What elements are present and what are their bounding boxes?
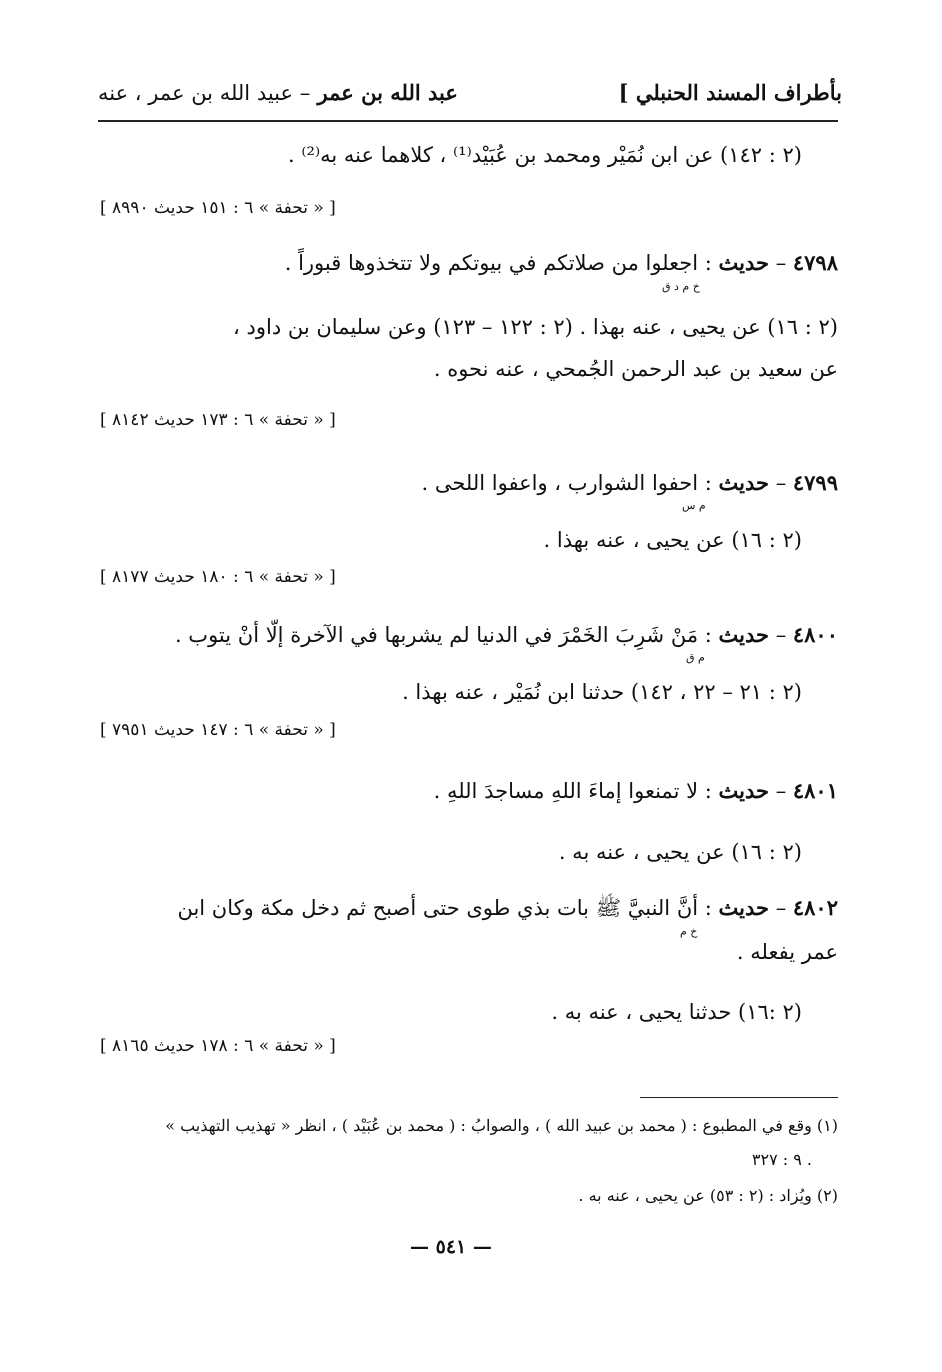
hadith-4799-heading — [422, 470, 839, 495]
hadith-label: حديث — [718, 250, 769, 275]
hadith-sigla: م س — [682, 499, 706, 512]
footnote-1-continuation: ٩ : ٣٢٧ . — [751, 1150, 812, 1169]
chain-line: (٢ : ١٦) عن يحيى ، عنه بهذا . — [543, 528, 802, 552]
tuhfa-reference: [ « تحفة » ٦ : ١٧٣ حديث ٨١٤٢ ] — [100, 410, 336, 430]
footnote-rule — [640, 1097, 838, 1098]
hadith-4798-heading — [285, 250, 838, 275]
hadith-4802-heading — [177, 895, 838, 926]
page-number: — ٥٤١ — — [410, 1236, 492, 1258]
chain-line: عن سعيد بن عبد الرحمن الجُمحي ، عنه نحوه . — [433, 357, 838, 381]
hadith-dash: – — [775, 471, 787, 495]
hadith-text: : احفوا الشوارب ، واعفوا اللحى . — [421, 471, 712, 495]
chain-line: (٢ : ١٤٢) عن ابن نُمَيْر ومحمد بن عُبَيْد⁽¹⁾ ، كلاهما عنه به⁽²⁾ . — [288, 143, 802, 167]
footnote-2: (٢) ويُزاد : (٢ : ٥٣) عن يحيى ، عنه به . — [578, 1186, 838, 1205]
hadith-text: : أنَّ النبيَّ ﷺ بات بذي طوى حتى أصبح ثم دخل مكة وكان ابن — [177, 896, 712, 920]
hadith-number: ٤٨٠٠ — [792, 622, 838, 647]
chain-line: (٢ : ١٦) عن يحيى ، عنه به . — [558, 840, 802, 864]
running-header-chapter-rest: – عبيد الله بن عمر ، عنه — [98, 81, 311, 105]
hadith-number: ٤٧٩٨ — [792, 250, 838, 275]
header-rule — [98, 120, 838, 122]
hadith-label: حديث — [718, 895, 769, 920]
hadith-dash: – — [775, 896, 787, 920]
running-header-chapter-bold: عبد الله بن عمر — [317, 80, 458, 105]
chain-line: (٢ : ٢١ – ٢٢ ، ١٤٢) حدثنا ابن نُمَيْر ، عنه بهذا . — [402, 680, 802, 704]
hadith-text-continuation: عمر يفعله . — [736, 940, 838, 964]
hadith-text: : مَنْ شَرِبَ الخَمْرَ في الدنيا لم يشربها في الآخرة إلّا أنْ يتوب . — [174, 623, 712, 647]
hadith-sigla: م ق — [686, 651, 705, 664]
tuhfa-reference: [ « تحفة » ٦ : ١٥١ حديث ٨٩٩٠ ] — [100, 198, 336, 218]
hadith-label: حديث — [718, 778, 769, 803]
hadith-dash: – — [775, 623, 787, 647]
hadith-text: : لا تمنعوا إماءَ اللهِ مساجدَ اللهِ . — [433, 779, 712, 803]
running-header-chapter — [98, 80, 458, 105]
running-header-book-title: بأطراف المسند الحنبلي ] — [618, 80, 842, 105]
chain-line: (٢ :١٦) حدثنا يحيى ، عنه به . — [551, 1000, 802, 1024]
hadith-sigla: خ م — [680, 925, 698, 938]
hadith-sigla: خ م د ق — [662, 280, 700, 293]
tuhfa-reference: [ « تحفة » ٦ : ١٨٠ حديث ٨١٧٧ ] — [100, 567, 336, 587]
hadith-number: ٤٨٠٢ — [792, 895, 838, 920]
chain-line: (٢ : ١٦) عن يحيى ، عنه بهذا . (٢ : ١٢٢ – ١٢٣) وعن سليمان بن داود ، — [233, 315, 838, 339]
hadith-4801-heading — [434, 778, 838, 803]
hadith-number: ٤٧٩٩ — [792, 470, 838, 495]
tuhfa-reference: [ « تحفة » ٦ : ١٤٧ حديث ٧٩٥١ ] — [100, 720, 336, 740]
hadith-number: ٤٨٠١ — [792, 778, 838, 803]
hadith-dash: – — [775, 251, 787, 275]
hadith-text: : اجعلوا من صلاتكم في بيوتكم ولا تتخذوها قبوراً . — [284, 251, 712, 275]
hadith-4800-heading — [175, 622, 838, 647]
hadith-label: حديث — [718, 622, 769, 647]
hadith-label: حديث — [718, 470, 769, 495]
tuhfa-reference: [ « تحفة » ٦ : ١٧٨ حديث ٨١٦٥ ] — [100, 1036, 336, 1056]
footnote-1: (١) وقع في المطبوع : ( محمد بن عبيد الله ) ، والصوابُ : ( محمد بن عُبَيْد ) ، انظر « تهذيب التهذيب » — [165, 1116, 838, 1135]
hadith-dash: – — [775, 779, 787, 803]
